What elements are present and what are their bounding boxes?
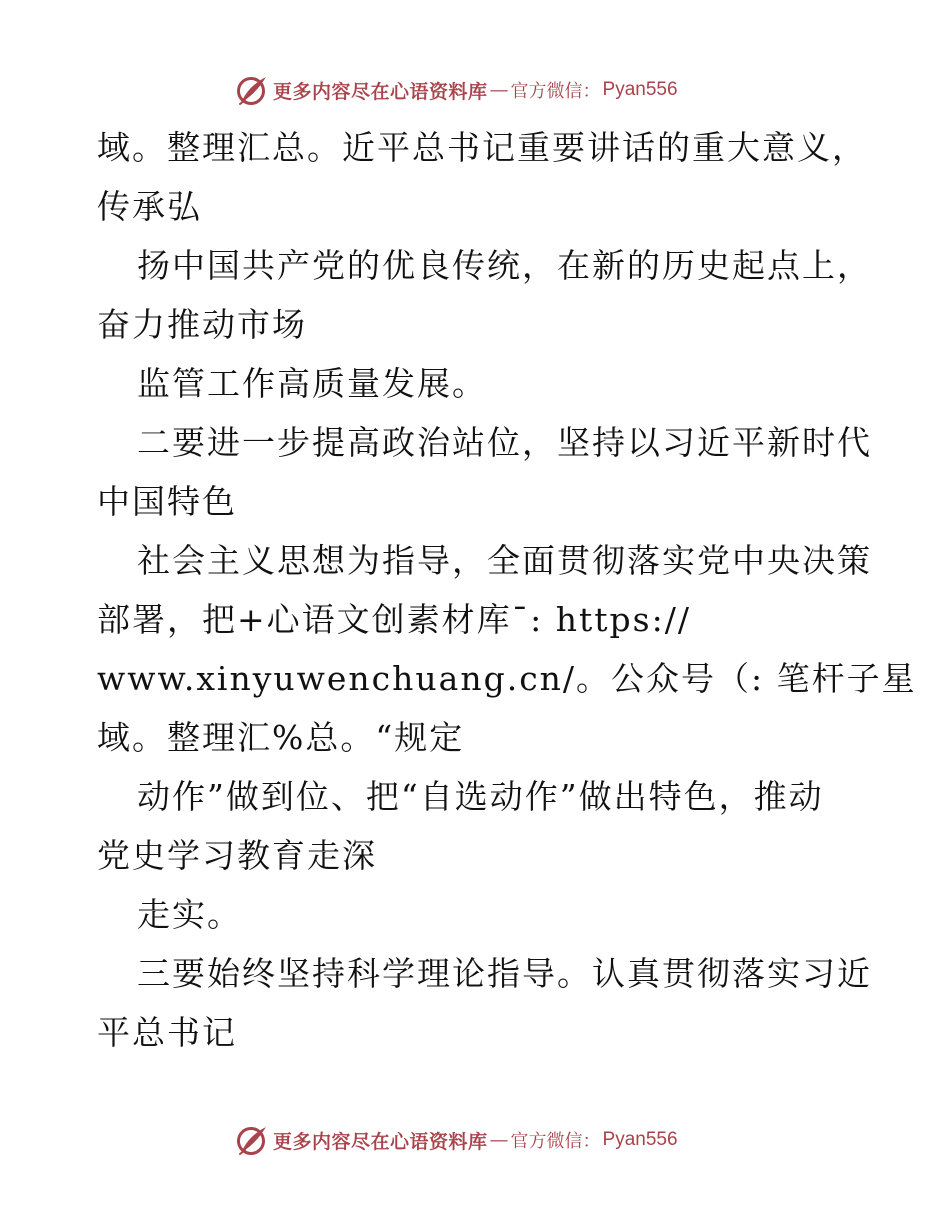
banner-wechat-label: 官方微信： xyxy=(510,81,601,102)
text-line: 域。整理汇%总。“规定 xyxy=(97,718,465,757)
text-line: www.xinyuwenchuang.cn/。公众号（: 笔杆子星 xyxy=(97,659,917,698)
banner-dash: — xyxy=(489,79,509,101)
footer-banner xyxy=(236,1123,678,1157)
banner-dash: — xyxy=(489,1129,509,1151)
text-line: 党史学习教育走深 xyxy=(97,836,377,875)
text-line: 走实。 xyxy=(137,895,242,934)
text-line: 域。整理汇总。近平总书记重要讲话的重大意义， xyxy=(97,128,867,167)
header-banner xyxy=(236,73,678,107)
text-line: 传承弘 xyxy=(97,187,202,226)
text-line: 平总书记 xyxy=(97,1013,237,1052)
quill-logo-icon xyxy=(236,1124,268,1156)
quill-logo-icon xyxy=(236,74,268,106)
text-line: 二要进一步提高政治站位，坚持以习近平新时代 xyxy=(137,423,872,462)
text-line: 监管工作高质量发展。 xyxy=(137,364,487,403)
text-line: 部署，把+心语文创素材库¯: https:// xyxy=(97,600,691,639)
text-line: 中国特色 xyxy=(97,482,237,521)
banner-wechat-id: Pyan556 xyxy=(602,1129,678,1150)
text-line: 三要始终坚持科学理论指导。认真贯彻落实习近 xyxy=(137,954,872,993)
text-line: 奋力推动市场 xyxy=(97,305,307,344)
banner-site-text: 更多内容尽在心语资料库 xyxy=(273,1130,488,1153)
banner-site-text: 更多内容尽在心语资料库 xyxy=(273,80,488,103)
document-body xyxy=(97,118,917,1062)
text-line: 社会主义思想为指导，全面贯彻落实党中央决策 xyxy=(137,541,872,580)
text-line: 动作”做到位、把“自选动作”做出特色，推动 xyxy=(137,777,824,816)
banner-wechat-label: 官方微信： xyxy=(510,1131,601,1152)
text-line: 扬中国共产党的优良传统，在新的历史起点上， xyxy=(137,246,872,285)
banner-wechat-id: Pyan556 xyxy=(602,79,678,100)
